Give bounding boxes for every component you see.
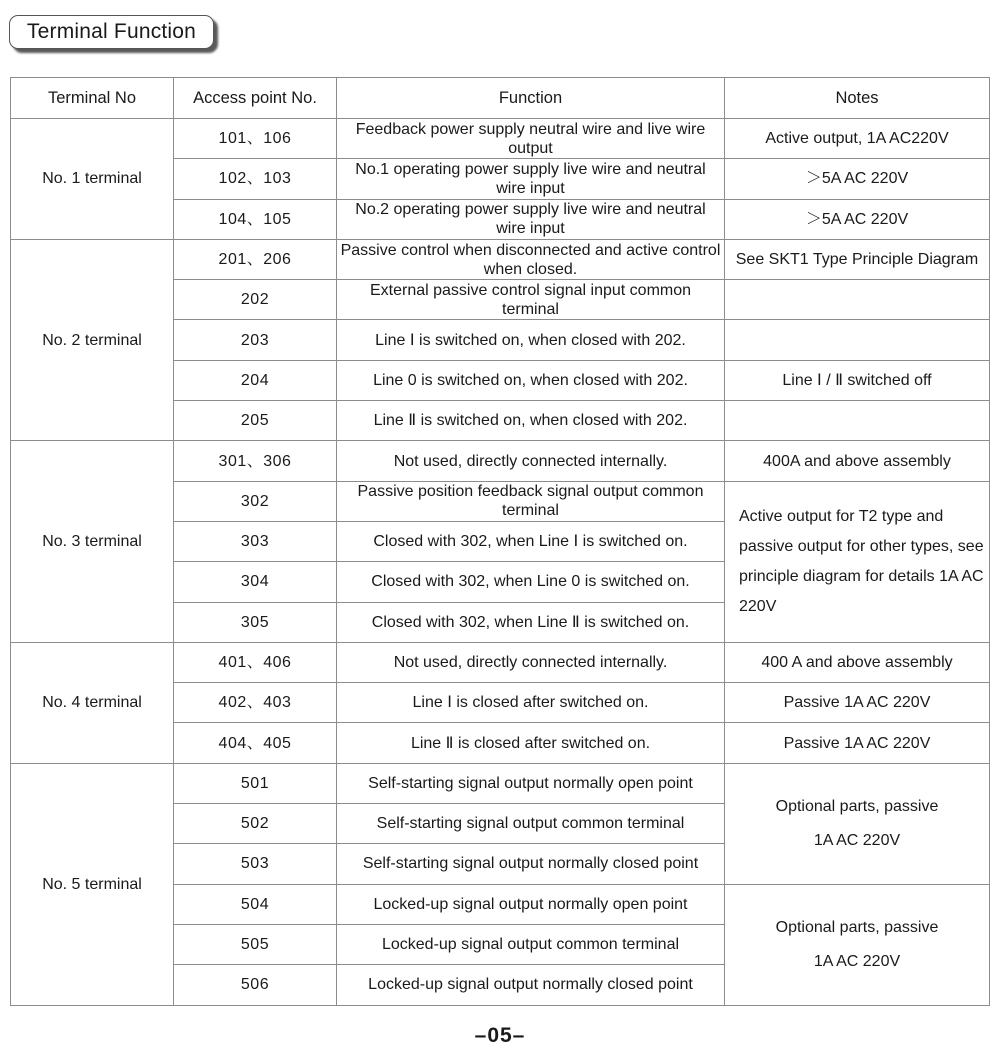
access-point: 401、406 bbox=[174, 642, 337, 682]
header-row bbox=[11, 78, 990, 119]
notes-empty bbox=[725, 401, 990, 441]
function-text: No.1 operating power supply live wire and neutral wire input bbox=[337, 159, 725, 199]
terminal-name: No. 5 terminal bbox=[11, 763, 174, 1005]
function-text: Line Ⅱ is closed after switched on. bbox=[337, 723, 725, 763]
access-point: 301、306 bbox=[174, 441, 337, 481]
terminal-name: No. 3 terminal bbox=[11, 441, 174, 642]
notes-merged: Optional parts, passive 1A AC 220V bbox=[725, 763, 990, 884]
access-point: 305 bbox=[174, 602, 337, 642]
function-text: Locked-up signal output common terminal bbox=[337, 924, 725, 964]
notes-text: Passive 1A AC 220V bbox=[725, 723, 990, 763]
table-row bbox=[11, 642, 990, 682]
access-point: 504 bbox=[174, 884, 337, 924]
table-row bbox=[11, 119, 990, 159]
access-point: 506 bbox=[174, 965, 337, 1005]
header-access-point: Access point No. bbox=[174, 78, 337, 119]
header-terminal-no: Terminal No bbox=[11, 78, 174, 119]
access-point: 303 bbox=[174, 521, 337, 561]
access-point: 203 bbox=[174, 320, 337, 360]
function-text: Line Ⅱ is switched on, when closed with 202. bbox=[337, 401, 725, 441]
function-text: Self-starting signal output normally closed point bbox=[337, 844, 725, 884]
notes-text: ＞5A AC 220V bbox=[725, 199, 990, 239]
table-row bbox=[11, 239, 990, 279]
access-point: 205 bbox=[174, 401, 337, 441]
page-number: –05– bbox=[474, 1024, 526, 1047]
terminal-function-table bbox=[10, 77, 990, 1006]
notes-merged: Active output for T2 type and passive output for other types, see principle diagram for details 1A AC 220V bbox=[725, 481, 990, 642]
access-point: 102、103 bbox=[174, 159, 337, 199]
function-text: Passive position feedback signal output common terminal bbox=[337, 481, 725, 521]
function-text: Self-starting signal output common terminal bbox=[337, 804, 725, 844]
function-text: Line Ⅰ is closed after switched on. bbox=[337, 683, 725, 723]
function-text: Closed with 302, when Line Ⅱ is switched on. bbox=[337, 602, 725, 642]
terminal-name: No. 2 terminal bbox=[11, 239, 174, 440]
access-point: 503 bbox=[174, 844, 337, 884]
function-text: Locked-up signal output normally closed point bbox=[337, 965, 725, 1005]
function-text: Line 0 is switched on, when closed with 202. bbox=[337, 360, 725, 400]
access-point: 505 bbox=[174, 924, 337, 964]
access-point: 502 bbox=[174, 804, 337, 844]
access-point: 402、403 bbox=[174, 683, 337, 723]
notes-merged: Optional parts, passive 1A AC 220V bbox=[725, 884, 990, 1005]
function-text: Passive control when disconnected and active control when closed. bbox=[337, 239, 725, 279]
access-point: 204 bbox=[174, 360, 337, 400]
function-text: Closed with 302, when Line 0 is switched on. bbox=[337, 562, 725, 602]
notes-text: 400 A and above assembly bbox=[725, 642, 990, 682]
access-point: 201、206 bbox=[174, 239, 337, 279]
function-text: Closed with 302, when Line Ⅰ is switched on. bbox=[337, 521, 725, 561]
notes-text: See SKT1 Type Principle Diagram bbox=[725, 239, 990, 279]
header-function: Function bbox=[337, 78, 725, 119]
notes-text: Line Ⅰ / Ⅱ switched off bbox=[725, 360, 990, 400]
table-row bbox=[11, 441, 990, 481]
function-text: No.2 operating power supply live wire and neutral wire input bbox=[337, 199, 725, 239]
function-text: Not used, directly connected internally. bbox=[337, 441, 725, 481]
terminal-name: No. 4 terminal bbox=[11, 642, 174, 763]
notes-text: Passive 1A AC 220V bbox=[725, 683, 990, 723]
access-point: 304 bbox=[174, 562, 337, 602]
header-notes: Notes bbox=[725, 78, 990, 119]
function-text: Feedback power supply neutral wire and live wire output bbox=[337, 119, 725, 159]
access-point: 501 bbox=[174, 763, 337, 803]
function-text: External passive control signal input common terminal bbox=[337, 280, 725, 320]
notes-text: ＞5A AC 220V bbox=[725, 159, 990, 199]
section-title-tab bbox=[9, 15, 214, 49]
access-point: 302 bbox=[174, 481, 337, 521]
terminal-name: No. 1 terminal bbox=[11, 119, 174, 240]
notes-text: Active output, 1A AC220V bbox=[725, 119, 990, 159]
function-text: Line Ⅰ is switched on, when closed with 202. bbox=[337, 320, 725, 360]
table-row bbox=[11, 763, 990, 803]
notes-empty bbox=[725, 320, 990, 360]
access-point: 202 bbox=[174, 280, 337, 320]
notes-empty bbox=[725, 280, 990, 320]
section-title: Terminal Function bbox=[26, 20, 197, 43]
function-text: Not used, directly connected internally. bbox=[337, 642, 725, 682]
access-point: 404、405 bbox=[174, 723, 337, 763]
function-text: Locked-up signal output normally open point bbox=[337, 884, 725, 924]
access-point: 104、105 bbox=[174, 199, 337, 239]
function-text: Self-starting signal output normally open point bbox=[337, 763, 725, 803]
access-point: 101、106 bbox=[174, 119, 337, 159]
notes-text: 400A and above assembly bbox=[725, 441, 990, 481]
